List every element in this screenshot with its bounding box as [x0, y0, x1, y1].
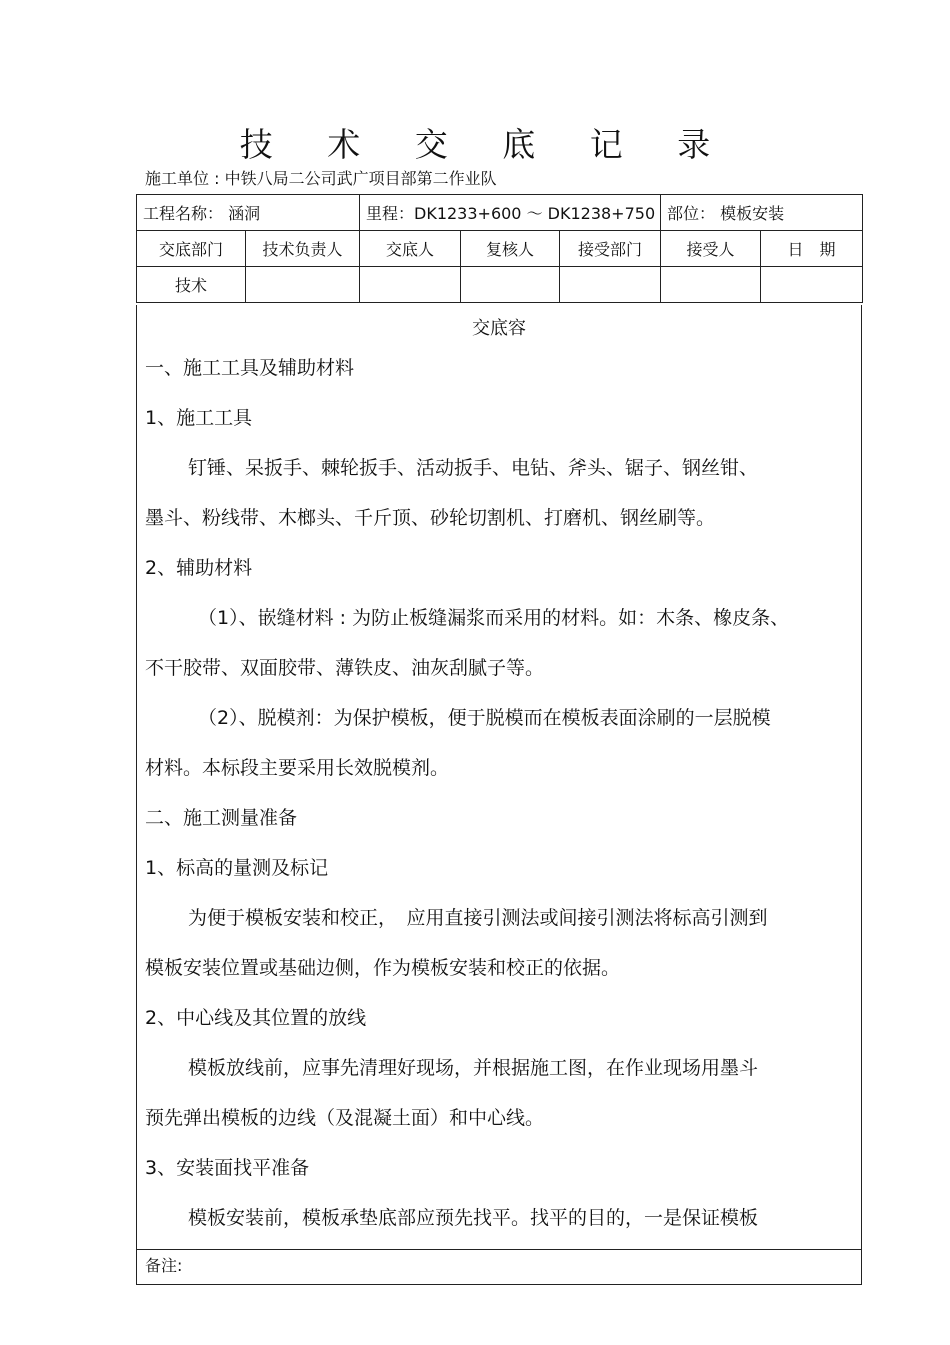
paragraph-line: 模板安装前，模板承垫底部应预先找平。找平的目的，一是保证模板: [188, 1207, 759, 1229]
paragraph-line: 钉锤、呆扳手、棘轮扳手、活动扳手、电钻、斧头、锯子、钢丝钳、: [188, 457, 759, 479]
content-box: [136, 305, 862, 1250]
section-heading: 二、施工测量准备: [145, 807, 298, 829]
paragraph-line: 墨斗、粉线带、木榔头、千斤顶、砂轮切割机、打磨机、钢丝刷等。: [145, 507, 716, 529]
section-heading: 一、施工工具及辅助材料: [145, 357, 355, 379]
header-cell: 交底人: [360, 231, 461, 267]
paragraph-line: 材料。本标段主要采用长效脱模剂。: [145, 757, 450, 779]
content-heading: 交底容: [472, 318, 526, 339]
subsection-heading: 2、中心线及其位置的放线: [145, 1007, 367, 1029]
paragraph-line: 不干胶带、双面胶带、薄铁皮、油灰刮腻子等。: [145, 657, 545, 679]
paragraph-line: （1）、嵌缝材料 : 为防止板缝漏浆而采用的材料。如：木条、橡皮条、: [198, 607, 790, 629]
header-cell: 技术负责人: [246, 231, 360, 267]
paragraph-line: 为便于模板安装和校正， 应用直接引测法或间接引测法将标高引测到: [188, 907, 768, 929]
value-cell: [360, 267, 461, 303]
part-cell: 部位： 模板安装: [661, 195, 863, 231]
subsection-heading: 1、施工工具: [145, 407, 253, 429]
value-cell: [461, 267, 560, 303]
paragraph-line: 预先弹出模板的边线（及混凝土面）和中心线。: [145, 1107, 545, 1129]
header-row: [137, 231, 863, 267]
document-title: 技 术 交 底 记 录: [239, 125, 733, 164]
header-cell: 交底部门: [137, 231, 246, 267]
value-cell: [246, 267, 360, 303]
project-name-cell: 工程名称： 涵洞: [137, 195, 360, 231]
value-cell: [761, 267, 863, 303]
subsection-heading: 2、辅助材料: [145, 557, 253, 579]
header-cell: 复核人: [461, 231, 560, 267]
content-lines: [137, 356, 861, 1250]
info-table: [136, 194, 863, 303]
subsection-heading: 1、标高的量测及标记: [145, 857, 329, 879]
value-row: [137, 267, 863, 303]
subsection-heading: 3、安装面找平准备: [145, 1157, 310, 1179]
paragraph-line: 模板安装位置或基础边侧，作为模板安装和校正的依据。: [145, 957, 621, 979]
remark-row: 备注:: [136, 1249, 862, 1285]
construction-unit: 施工单位 : 中铁八局二公司武广项目部第二作业队: [145, 169, 497, 188]
project-row: [137, 195, 863, 231]
value-cell: 技术: [137, 267, 246, 303]
header-cell: 接受人: [661, 231, 761, 267]
paragraph-line: 模板放线前，应事先清理好现场，并根据施工图，在作业现场用墨斗: [188, 1057, 759, 1079]
header-cell: 接受部门: [560, 231, 661, 267]
value-cell: [560, 267, 661, 303]
header-cell: 日 期: [761, 231, 863, 267]
mileage-cell: 里程：DK1233+600 ～ DK1238+750: [360, 195, 661, 231]
value-cell: [661, 267, 761, 303]
paragraph-line: （2）、脱模剂：为保护模板，便于脱模而在模板表面涂刷的一层脱模: [198, 707, 771, 729]
